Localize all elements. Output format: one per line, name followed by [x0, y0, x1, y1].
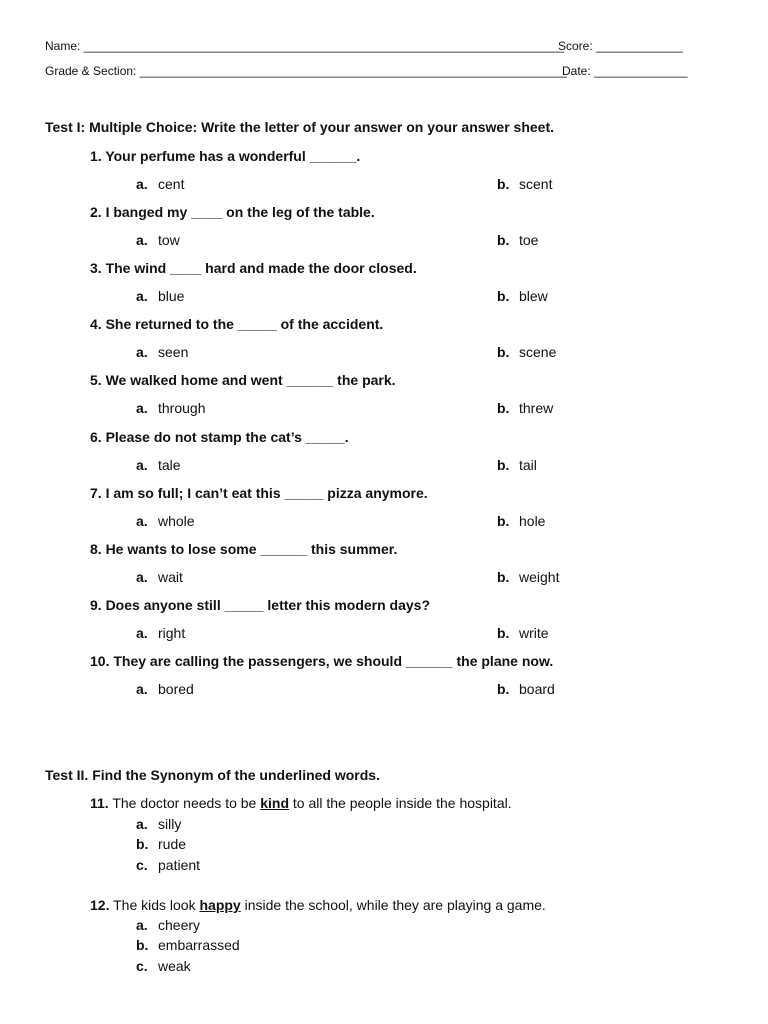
question-number: 11.	[90, 795, 109, 811]
option-text: weak	[158, 958, 191, 974]
option-text: wait	[158, 568, 183, 585]
question-6-option-a	[136, 457, 181, 473]
option-text: weight	[519, 568, 560, 585]
option-letter: b.	[497, 512, 510, 529]
question-2-option-b	[497, 232, 538, 248]
option-text: through	[158, 400, 206, 417]
option-text: scent	[519, 176, 553, 192]
question-7: 7. I am so full; I can’t eat this _____ pizza anymore.	[90, 484, 428, 501]
option-text: whole	[158, 512, 195, 529]
option-text: hole	[519, 512, 546, 529]
question-5: 5. We walked home and went ______ the park.	[90, 372, 396, 389]
option-letter: a.	[136, 176, 148, 192]
question-10-option-a	[136, 681, 194, 697]
question-11	[90, 795, 512, 811]
question-11-option-c	[136, 857, 200, 873]
question-text-after: inside the school, while they are playing a game.	[240, 897, 546, 913]
option-letter: b.	[497, 456, 510, 473]
option-text: patient	[158, 857, 201, 873]
underlined-word: kind	[260, 795, 289, 811]
question-4: 4. She returned to the _____ of the accident.	[90, 316, 384, 333]
question-2: 2. I banged my ____ on the leg of the table.	[90, 204, 375, 221]
option-letter: a.	[136, 917, 148, 933]
option-letter: a.	[136, 400, 148, 417]
question-text-before: The doctor needs to be	[112, 795, 261, 811]
option-text: cent	[158, 176, 185, 192]
option-letter: b.	[497, 400, 510, 417]
option-letter: b.	[497, 624, 510, 641]
option-letter: c.	[136, 958, 148, 974]
option-letter: b.	[497, 344, 510, 361]
option-text: right	[158, 624, 186, 641]
option-text: tale	[158, 456, 181, 473]
option-letter: b.	[136, 937, 149, 953]
option-text: cheery	[158, 917, 201, 933]
option-text: tow	[158, 232, 180, 249]
question-number: 12.	[90, 897, 110, 913]
question-4-option-a	[136, 344, 188, 360]
test-2-heading: Test II. Find the Synonym of the underlined words.	[45, 767, 380, 783]
option-letter: b.	[497, 288, 510, 305]
option-letter: b.	[497, 680, 510, 697]
question-7-option-b	[497, 513, 545, 529]
option-text: embarrassed	[158, 937, 240, 953]
question-text-after: to all the people inside the hospital.	[289, 795, 512, 811]
question-8-option-a	[136, 569, 183, 585]
question-4-option-b	[497, 344, 556, 360]
option-letter: b.	[497, 568, 510, 585]
question-1-option-b	[497, 176, 552, 192]
option-letter: a.	[136, 288, 148, 305]
question-1-option-a	[136, 176, 184, 192]
option-letter: a.	[136, 816, 148, 832]
option-letter: a.	[136, 344, 148, 361]
option-letter: b.	[497, 232, 510, 249]
question-10: 10. They are calling the passengers, we should ______ the plane now.	[90, 652, 554, 669]
option-letter: c.	[136, 857, 148, 873]
option-text: board	[519, 680, 555, 697]
question-6: 6. Please do not stamp the cat’s _____.	[90, 428, 349, 445]
question-12	[90, 897, 546, 913]
question-11-option-a	[136, 816, 181, 832]
option-text: blew	[519, 288, 548, 305]
option-text: toe	[519, 232, 539, 249]
question-5-option-b	[497, 400, 553, 416]
option-letter: b.	[136, 836, 149, 852]
option-letter: a.	[136, 512, 148, 529]
option-text: rude	[158, 836, 187, 852]
question-12-option-b	[136, 937, 240, 953]
option-letter: a.	[136, 456, 148, 473]
question-3-option-b	[497, 288, 548, 304]
question-7-option-a	[136, 513, 195, 529]
option-letter: a.	[136, 568, 148, 585]
date-field-line: Date: ______________	[562, 64, 688, 78]
question-6-option-b	[497, 457, 537, 473]
question-text-before: The kids look	[113, 897, 200, 913]
question-8: 8. He wants to lose some ______ this summer.	[90, 540, 398, 557]
option-letter: a.	[136, 680, 148, 697]
option-letter: a.	[136, 232, 148, 249]
option-text: bored	[158, 680, 194, 697]
option-letter: b.	[497, 176, 510, 192]
question-12-option-c	[136, 958, 191, 974]
question-12-option-a	[136, 917, 200, 933]
question-2-option-a	[136, 232, 180, 248]
name-field-line: Name: ________________________________________________________________________	[45, 39, 565, 53]
question-9-option-b	[497, 625, 549, 641]
score-field-line: Score: _____________	[558, 39, 683, 53]
question-1: 1. Your perfume has a wonderful ______.	[90, 148, 361, 164]
question-10-option-b	[497, 681, 555, 697]
option-letter: a.	[136, 624, 148, 641]
grade-section-field-line: Grade & Section: ________________________________________________________________	[45, 64, 567, 78]
option-text: blue	[158, 288, 185, 305]
test-1-heading: Test I: Multiple Choice: Write the letter of your answer on your answer sheet.	[45, 119, 555, 135]
question-9: 9. Does anyone still _____ letter this modern days?	[90, 596, 431, 613]
question-3-option-a	[136, 288, 184, 304]
question-9-option-a	[136, 625, 185, 641]
option-text: seen	[158, 344, 189, 361]
question-3: 3. The wind ____ hard and made the door closed.	[90, 260, 417, 277]
question-11-option-b	[136, 836, 186, 852]
question-5-option-a	[136, 400, 205, 416]
underlined-word: happy	[199, 897, 241, 913]
option-text: write	[519, 624, 549, 641]
option-text: tail	[519, 456, 537, 473]
option-text: threw	[519, 400, 554, 417]
option-text: scene	[519, 344, 557, 361]
question-8-option-b	[497, 569, 559, 585]
option-text: silly	[158, 816, 182, 832]
